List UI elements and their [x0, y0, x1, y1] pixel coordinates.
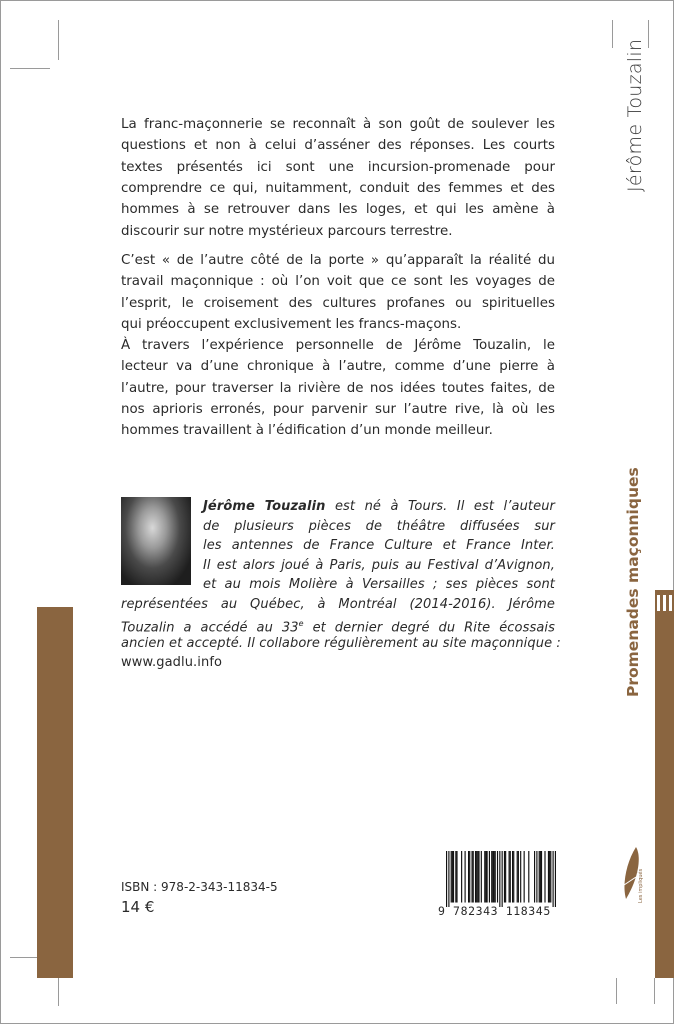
bio-line: et au mois Molière à Versailles ; ses pièces sont: [203, 577, 555, 593]
author-photo: [121, 497, 191, 585]
spine-stripes: [657, 595, 674, 611]
barcode-bar: [493, 851, 494, 903]
barcode: [446, 851, 556, 907]
barcode-bar: [505, 851, 506, 903]
barcode-bar: [548, 851, 549, 903]
barcode-bar: [534, 851, 535, 903]
bio-line: ancien et accepté. Il collabore régulièrement au site maçonnique :: [121, 636, 561, 651]
barcode-bar: [517, 851, 518, 903]
barcode-bar: [491, 851, 492, 903]
barcode-digits: 9 782343 118345: [438, 904, 551, 918]
blurb-line: La franc-maçonnerie se reconnaît à son goût de soulever les: [121, 117, 555, 132]
blurb-line: hommes à se retrouver dans les loges, et qui les amène à: [121, 202, 555, 218]
bio-line: Il est alors joué à Paris, puis au Festival d’Avignon,: [203, 557, 555, 573]
left-brown-band: [37, 607, 73, 978]
author-website: www.gadlu.info: [121, 655, 223, 670]
barcode-bar: [504, 851, 505, 903]
publisher-feather-logo: [620, 845, 650, 905]
bio-sup: e: [298, 619, 304, 628]
crop-mark: [654, 978, 655, 1004]
barcode-bar: [461, 851, 462, 903]
blurb-line: l’autre, pour traverser la rivière de nos idées toutes faites, de: [121, 380, 555, 396]
barcode-bar: [452, 851, 453, 903]
crop-mark: [10, 68, 50, 69]
barcode-bar: [524, 851, 525, 903]
barcode-bar: [520, 851, 521, 903]
blurb-line: À travers l’expérience personnelle de Jérôme Touzalin, le: [121, 338, 555, 353]
blurb-line: lecteur va d’une chronique à l’autre, comme d’une pierre à: [121, 359, 555, 375]
barcode-bar: [469, 851, 470, 903]
barcode-bar: [510, 851, 511, 903]
barcode-bar: [475, 851, 476, 903]
barcode-bar: [446, 851, 447, 907]
spine-brown-band: [655, 590, 674, 978]
barcode-bar: [477, 851, 478, 903]
bio-text: et dernier degré du Rite écossais: [303, 620, 555, 636]
blurb-line: travail maçonnique : où l’on voit que ce sont les voyages de: [121, 274, 555, 290]
barcode-bar: [465, 851, 466, 903]
barcode-bar: [513, 851, 514, 903]
barcode-bar: [476, 851, 477, 903]
barcode-bar: [484, 851, 485, 903]
barcode-bar: [487, 851, 488, 903]
barcode-bar: [528, 851, 529, 903]
barcode-bar: [540, 851, 541, 903]
spine-author: Jérôme Touzalin: [624, 38, 646, 192]
bio-author-name: Jérôme Touzalin: [203, 499, 326, 514]
isbn: ISBN : 978-2-343-11834-5: [121, 880, 278, 894]
blurb-line: hommes travaillent à l’édification d’un monde meilleur.: [121, 423, 493, 439]
barcode-bar: [555, 851, 556, 907]
barcode-bar: [468, 851, 469, 903]
blurb-line: nos aprioris erronés, pour parvenir sur l’autre rive, là où les: [121, 401, 555, 417]
barcode-bar: [541, 851, 542, 903]
barcode-bar: [471, 851, 472, 903]
barcode-bar: [489, 851, 490, 903]
barcode-bar: [478, 851, 479, 903]
barcode-bar: [499, 851, 500, 907]
blurb-line: discourir sur notre mystérieux parcours terrestre.: [121, 223, 453, 239]
barcode-bar: [451, 851, 452, 903]
barcode-bar: [456, 851, 457, 903]
barcode-bar: [453, 851, 454, 903]
blurb-line: qui préoccupent exclusivement les francs-maçons.: [121, 316, 462, 332]
barcode-bar: [549, 851, 550, 903]
crop-mark: [648, 20, 649, 48]
bio-line: les antennes de France Culture et France Inter.: [203, 538, 555, 554]
publisher-name: Les impliqués: [638, 868, 644, 903]
crop-mark: [616, 978, 617, 1004]
barcode-bar: [481, 851, 482, 903]
spine-series-title: Promenades maçonniques: [624, 467, 642, 697]
bio-line: de plusieurs pièces de théâtre diffusées sur: [203, 519, 555, 534]
barcode-bar: [485, 851, 486, 903]
barcode-bar: [553, 851, 554, 907]
barcode-bar: [495, 851, 496, 903]
barcode-bar: [502, 851, 503, 907]
bio-line: [203, 497, 555, 517]
barcode-bar: [455, 851, 456, 903]
barcode-bar: [473, 851, 474, 903]
barcode-bar: [536, 851, 537, 903]
blurb-line: textes présentés ici sont une incursion-promenade pour: [121, 159, 555, 175]
blurb-line: l’esprit, le croisement des cultures profanes ou spirituelles: [121, 295, 555, 311]
crop-mark: [58, 20, 59, 60]
barcode-bar: [518, 851, 519, 903]
barcode-bar: [539, 851, 540, 903]
barcode-bar: [550, 851, 551, 903]
bio-text: est né à Tours. Il est l’auteur: [325, 499, 555, 514]
barcode-bar: [512, 851, 513, 903]
bio-text: Touzalin a accédé au 33: [121, 620, 299, 636]
blurb-line: comprendre ce qui, nuitamment, conduit des femmes et des: [121, 180, 555, 196]
blurb-line: C’est « de l’autre côté de la porte » qu’apparaît la réalité du: [121, 253, 555, 268]
barcode-bar: [492, 851, 493, 903]
crop-mark: [612, 20, 613, 48]
bio-line: représentées au Québec, à Montréal (2014-2016). Jérôme: [121, 596, 555, 612]
bio-line: [121, 614, 555, 634]
barcode-bar: [544, 851, 545, 903]
barcode-bar: [509, 851, 510, 903]
price: 14 €: [121, 898, 155, 916]
barcode-bar: [448, 851, 449, 907]
blurb-line: questions et non à celui d’asséner des réponses. Les courts: [121, 138, 555, 154]
barcode-bar: [497, 851, 498, 903]
